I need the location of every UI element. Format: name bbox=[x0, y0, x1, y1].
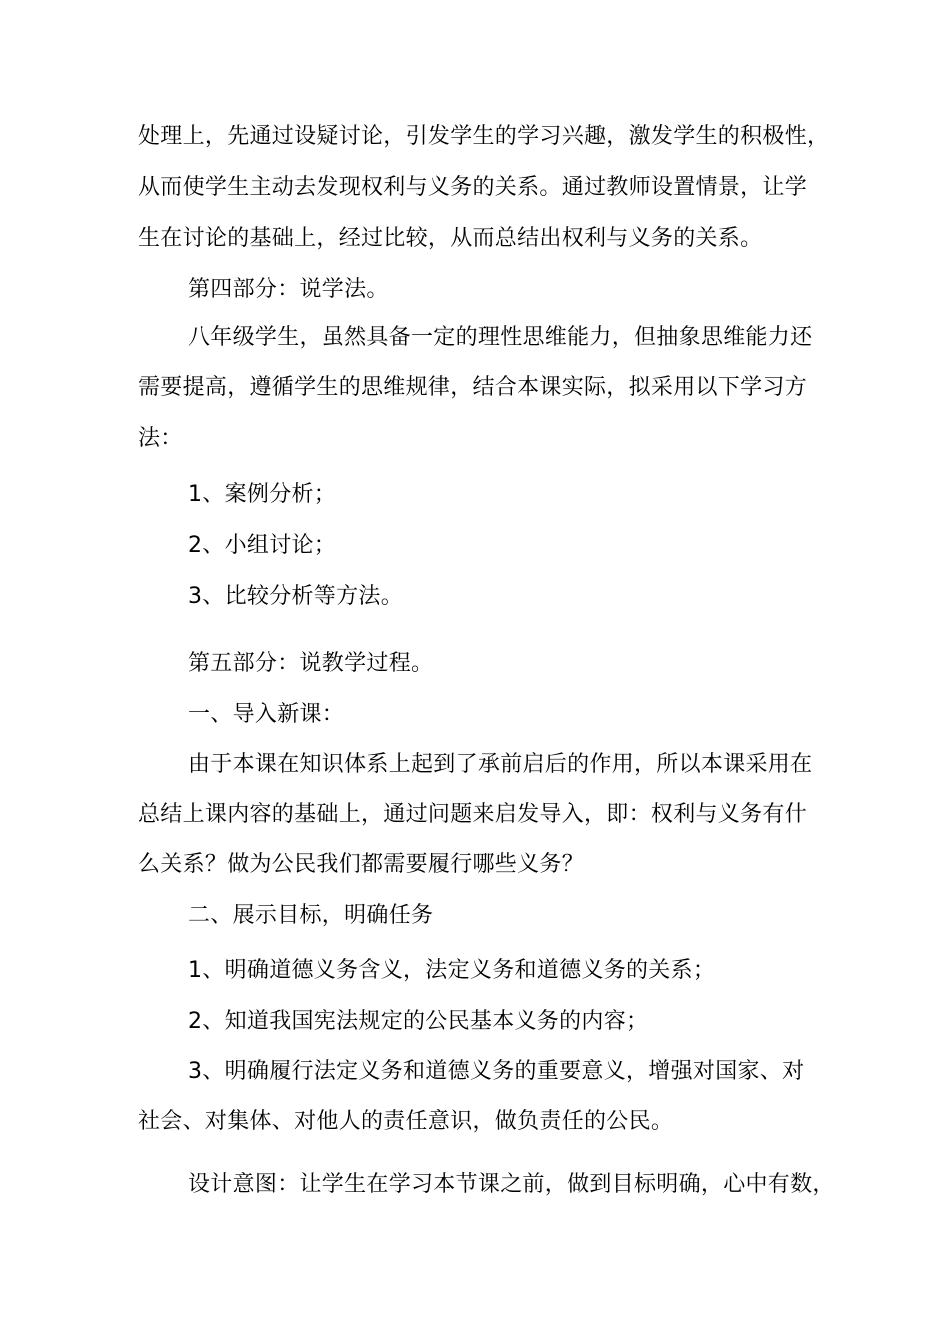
list-item: 3、明确履行法定义务和道德义务的重要意义，增强对国家、对 bbox=[188, 1059, 805, 1084]
subsection-heading: 一、导入新课： bbox=[188, 702, 345, 727]
paragraph-line: 生在讨论的基础上，经过比较，从而总结出权利与义务的关系。 bbox=[138, 226, 763, 251]
list-item: 1、案例分析； bbox=[188, 482, 337, 507]
list-item: 3、比较分析等方法。 bbox=[188, 584, 403, 609]
paragraph-line: 从而使学生主动去发现权利与义务的关系。通过教师设置情景，让学 bbox=[138, 175, 808, 200]
paragraph-line: 法： bbox=[138, 426, 183, 451]
section-heading: 第五部分：说教学过程。 bbox=[188, 651, 434, 676]
subsection-heading: 二、展示目标，明确任务 bbox=[188, 903, 434, 928]
paragraph-line: 八年级学生，虽然具备一定的理性思维能力，但抽象思维能力还 bbox=[188, 325, 813, 350]
paragraph-line: 么关系？做为公民我们都需要履行哪些义务？ bbox=[138, 852, 585, 877]
list-item: 1、明确道德义务含义，法定义务和道德义务的关系； bbox=[188, 958, 716, 983]
paragraph-line: 总结上课内容的基础上，通过问题来启发导入，即：权利与义务有什 bbox=[138, 802, 808, 827]
paragraph-line: 需要提高，遵循学生的思维规律，结合本课实际，拟采用以下学习方 bbox=[138, 375, 808, 400]
paragraph-line: 由于本课在知识体系上起到了承前启后的作用，所以本课采用在 bbox=[188, 752, 813, 777]
section-heading: 第四部分：说学法。 bbox=[188, 277, 389, 302]
paragraph-line: 社会、对集体、对他人的责任意识，做负责任的公民。 bbox=[138, 1109, 674, 1134]
list-item: 2、小组讨论； bbox=[188, 533, 337, 558]
paragraph-line: 设计意图：让学生在学习本节课之前，做到目标明确，心中有数， bbox=[188, 1172, 835, 1197]
paragraph-line: 处理上，先通过设疑讨论，引发学生的学习兴趣，激发学生的积极性， bbox=[138, 124, 830, 149]
list-item: 2、知道我国宪法规定的公民基本义务的内容； bbox=[188, 1009, 649, 1034]
